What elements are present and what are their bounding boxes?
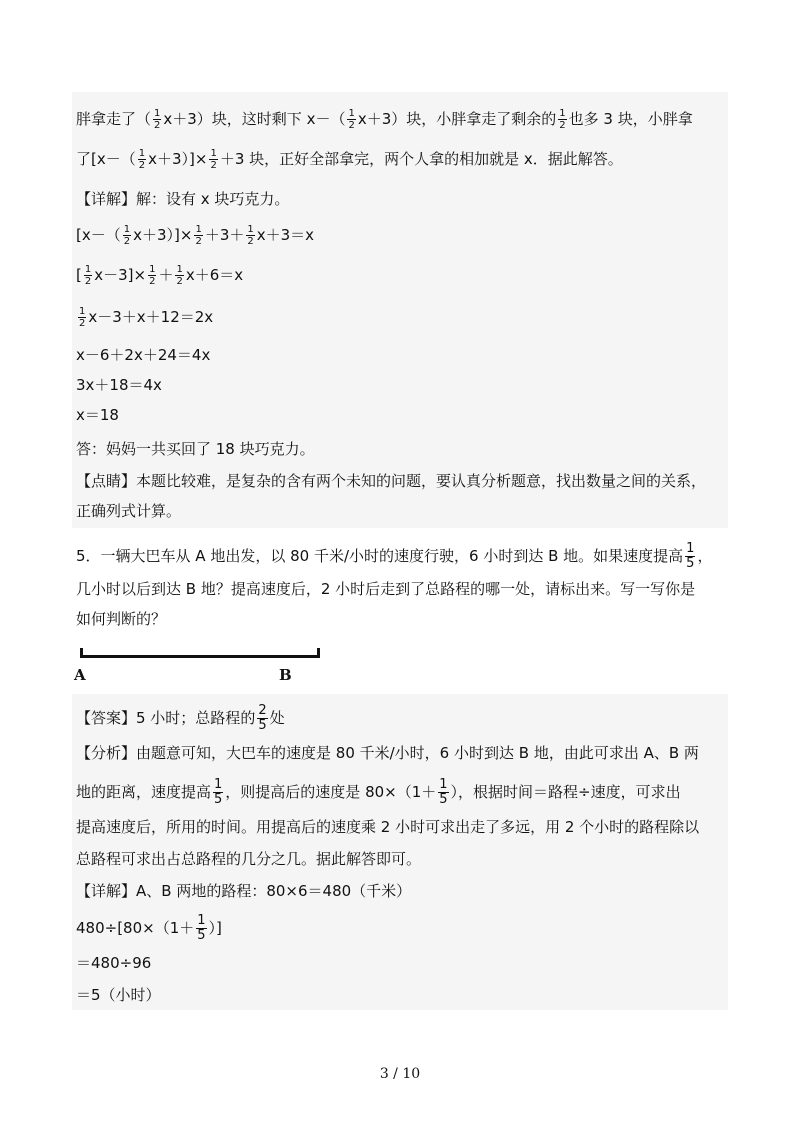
fraction-den: 2 — [210, 160, 217, 171]
text: ）] — [208, 919, 222, 937]
fraction-num: 1 — [348, 108, 355, 119]
answer-heading — [76, 703, 285, 733]
fraction — [213, 778, 223, 807]
text: [x－（ — [76, 226, 121, 244]
fraction — [194, 224, 202, 247]
fraction-den: 5 — [258, 718, 267, 733]
fraction-den: 2 — [348, 120, 355, 131]
fraction-den: 2 — [195, 236, 202, 247]
analysis-line: 【分析】由题意可知，大巴车的速度是 80 千米/小时，6 小时到达 B 地，由此可求出 A、B 两 — [76, 744, 699, 762]
text: ），根据时间＝路程÷速度，可求出 — [450, 783, 681, 801]
detail-heading: 【详解】解：设有 x 块巧克力。 — [76, 190, 290, 208]
fraction — [347, 108, 355, 131]
text: x＋3）块，小胖拿走了剩余的 — [357, 110, 557, 128]
fraction-num: 1 — [123, 224, 131, 235]
fraction-num: 2 — [258, 703, 267, 718]
equation-line: ＝480÷96 — [76, 954, 152, 972]
text-line — [76, 148, 623, 170]
equation-line: x＝18 — [76, 406, 119, 424]
text: x＋3）]× — [148, 150, 208, 168]
text: x＋3＝x — [256, 226, 315, 244]
fraction — [123, 224, 131, 247]
equation-line: 3x＋18＝4x — [76, 376, 162, 394]
equation-line: x－6＋2x＋24＝4x — [76, 346, 211, 364]
fraction-num: 1 — [154, 108, 161, 119]
text: ＋ — [158, 266, 174, 284]
text: x＋3）]× — [133, 226, 193, 244]
page-number: 3 / 10 — [379, 1066, 421, 1082]
text: ＋3＋ — [204, 226, 245, 244]
comment-line: 正确列式计算。 — [76, 502, 182, 520]
text: 480÷[80×（1＋ — [76, 919, 195, 937]
point-label-a: A — [74, 666, 86, 684]
fraction-num: 1 — [197, 913, 206, 928]
fraction-den: 5 — [197, 928, 206, 943]
equation-line — [76, 306, 213, 328]
analysis-line — [76, 777, 681, 807]
answer-line: 答：妈妈一共买回了 18 块巧克力。 — [76, 440, 315, 458]
fraction-den: 2 — [154, 120, 161, 131]
text: 地的距离，速度提高 — [76, 783, 212, 801]
fraction-den: 5 — [439, 792, 448, 807]
text-line — [76, 108, 693, 130]
fraction — [438, 778, 448, 807]
fraction — [246, 224, 254, 247]
analysis-line: 总路程可求出占总路程的几分之几。据此解答即可。 — [76, 850, 422, 868]
fraction-num: 1 — [559, 108, 566, 119]
question-line: 如何判断的？ — [76, 610, 167, 628]
fraction — [685, 542, 695, 571]
fraction-num: 1 — [195, 224, 202, 235]
fraction — [78, 306, 86, 329]
fraction-num: 1 — [214, 777, 223, 792]
equation-line — [76, 224, 314, 246]
fraction-num: 1 — [84, 264, 92, 275]
text: ， — [697, 547, 713, 565]
fraction-den: 5 — [214, 792, 223, 807]
fraction-den: 2 — [123, 236, 131, 247]
fraction — [153, 108, 161, 131]
fraction — [196, 914, 206, 943]
text: x＋6＝x — [185, 266, 244, 284]
fraction-num: 1 — [138, 148, 146, 159]
comment-line: 【点睛】本题比较难，是复杂的含有两个未知的问题，要认真分析题意，找出数量之间的关系， — [76, 472, 707, 490]
fraction-num: 1 — [210, 148, 217, 159]
fraction-den: 2 — [84, 276, 92, 287]
text: 胖拿走了（ — [76, 110, 152, 128]
text: ＋3 块，正好全部拿完，两个人拿的相加就是 x．据此解答。 — [219, 150, 623, 168]
equation-line — [76, 264, 243, 286]
fraction-den: 2 — [247, 236, 254, 247]
text: 了[x－（ — [76, 150, 136, 168]
text: 5．一辆大巴车从 A 地出发，以 80 千米/小时的速度行驶，6 小时到达 B 地。如果速度提高 — [76, 547, 684, 565]
text: x－3]× — [94, 266, 147, 284]
fraction-num: 1 — [79, 306, 86, 317]
question-line — [76, 541, 713, 571]
fraction-num: 1 — [176, 264, 183, 275]
fraction — [175, 264, 183, 287]
fraction — [148, 264, 156, 287]
text: x＋3）块，这时剩下 x－（ — [163, 110, 346, 128]
fraction-num: 1 — [149, 264, 156, 275]
fraction — [209, 148, 217, 171]
equation-line — [76, 913, 222, 943]
question-line: 几小时以后到达 B 地？提高速度后，2 小时后走到了总路程的哪一处，请标出来。写一写你是 — [76, 580, 696, 598]
text: x－3＋x＋12＝2x — [88, 308, 214, 326]
analysis-line: 提高速度后，所用的时间。用提高后的速度乘 2 小时可求出走了多远，用 2 个小时的路程除以 — [76, 818, 700, 836]
point-label-b: B — [279, 666, 292, 684]
fraction-num: 1 — [439, 777, 448, 792]
text: 【答案】5 小时；总路程的 — [76, 709, 256, 727]
equation-line: ＝5（小时） — [76, 986, 161, 1004]
fraction-num: 1 — [247, 224, 254, 235]
text: 也多 3 块，小胖拿 — [568, 110, 693, 128]
fraction-den: 2 — [559, 120, 566, 131]
text: 处 — [269, 709, 285, 727]
fraction — [84, 264, 92, 287]
detail-line: 【详解】A、B 两地的路程：80×6＝480（千米） — [76, 882, 412, 900]
fraction-den: 2 — [79, 318, 86, 329]
fraction-den: 2 — [176, 276, 183, 287]
fraction — [138, 148, 146, 171]
fraction — [558, 108, 566, 131]
fraction — [257, 704, 267, 733]
text: ，则提高后的速度是 80×（1＋ — [225, 783, 437, 801]
fraction-num: 1 — [686, 541, 695, 556]
route-segment — [80, 648, 320, 658]
fraction-den: 2 — [149, 276, 156, 287]
fraction-den: 2 — [138, 160, 146, 171]
fraction-den: 5 — [686, 556, 695, 571]
text: [ — [76, 266, 82, 284]
